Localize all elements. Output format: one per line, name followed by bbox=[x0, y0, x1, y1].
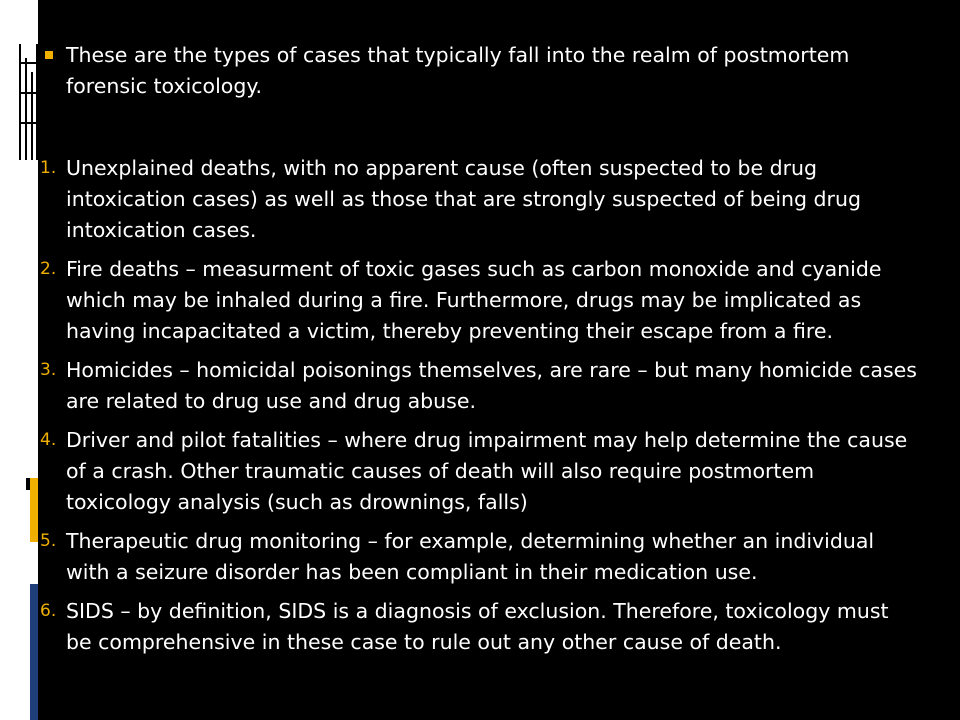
decorative-yellow-block bbox=[30, 478, 38, 542]
list-item-text: Unexplained deaths, with no apparent cause (often suspected to be drug intoxication cases) as well as those that are strongly suspected of being drug intoxication cases. bbox=[66, 156, 861, 242]
square-bullet-icon bbox=[45, 51, 53, 59]
list-item-number: 4. bbox=[40, 430, 57, 450]
list-item-number: 6. bbox=[40, 601, 57, 621]
list-item-number: 2. bbox=[40, 259, 57, 279]
list-item bbox=[38, 596, 918, 658]
list-item-number: 3. bbox=[40, 360, 57, 380]
list-item-text: Homicides – homicidal poisonings themselves, are rare – but many homicide cases are related to drug use and drug abuse. bbox=[66, 358, 917, 413]
decorative-tick bbox=[26, 478, 30, 490]
list-item bbox=[38, 526, 918, 588]
case-type-list bbox=[38, 153, 918, 666]
list-item-text: Fire deaths – measurment of toxic gases such as carbon monoxide and cyanide which may be inhaled during a fire. Furthermore, drugs may be implicated as having incapacitated a victim, thereby preventing their escape from a fire. bbox=[66, 257, 882, 343]
intro-text: These are the types of cases that typically fall into the realm of postmortem forensic toxicology. bbox=[66, 43, 850, 98]
list-item-number: 5. bbox=[40, 531, 57, 551]
list-item bbox=[38, 254, 918, 347]
slide-content bbox=[38, 0, 960, 720]
decorative-stripes bbox=[19, 44, 38, 160]
decorative-blue-block bbox=[30, 584, 38, 720]
list-item-number: 1. bbox=[40, 158, 57, 178]
list-item-text: SIDS – by definition, SIDS is a diagnosis of exclusion. Therefore, toxicology must be comprehensive in these case to rule out any other cause of death. bbox=[66, 599, 889, 654]
list-item-text: Driver and pilot fatalities – where drug impairment may help determine the cause of a crash. Other traumatic causes of death will also require postmortem toxicology analysis (such as drownings, falls) bbox=[66, 428, 908, 514]
list-item bbox=[38, 153, 918, 246]
intro-paragraph bbox=[38, 40, 898, 102]
list-item bbox=[38, 355, 918, 417]
list-item bbox=[38, 425, 918, 518]
list-item-text: Therapeutic drug monitoring – for example, determining whether an individual with a seizure disorder has been compliant in their medication use. bbox=[66, 529, 875, 584]
